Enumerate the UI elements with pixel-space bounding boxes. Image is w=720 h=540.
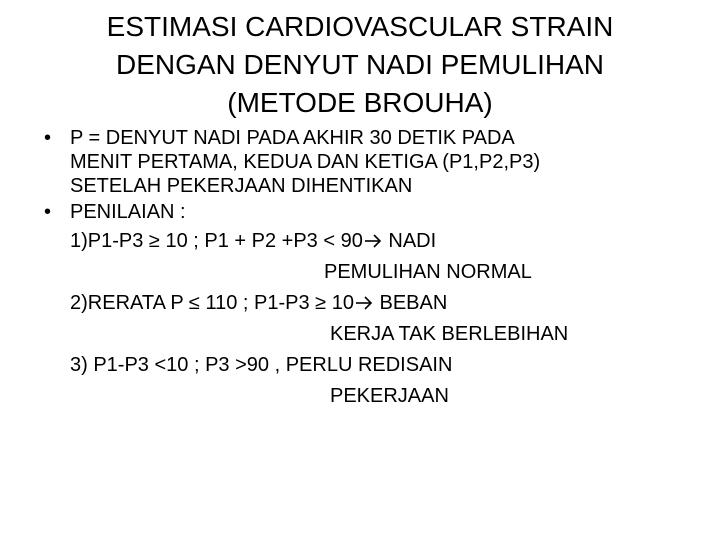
criterion-2-text: 2)RERATA P ≤ 110 ; P1-P3 ≥ 10: [70, 292, 354, 314]
criterion-1-continuation: PEMULIHAN NORMAL: [324, 261, 532, 283]
criterion-2: [70, 288, 720, 319]
bullet-item-definition: [44, 126, 720, 198]
criterion-1: [70, 226, 720, 257]
bullet-marker: •: [44, 127, 52, 149]
bullet-text-line: SETELAH PEKERJAAN DIHENTIKAN: [70, 175, 413, 197]
criterion-3: 3) P1-P3 <10 ; P3 >90 , PERLU REDISAIN: [70, 354, 453, 376]
bullet-text-line: PENILAIAN :: [70, 201, 186, 223]
criteria-list: [0, 226, 720, 412]
slide-body: [0, 126, 720, 412]
slide-title: [40, 8, 680, 122]
title-line-1: ESTIMASI CARDIOVASCULAR STRAIN: [106, 11, 614, 42]
criterion-3-continuation: PEKERJAAN: [330, 385, 449, 407]
bullet-item-assessment: [44, 200, 720, 224]
right-arrow-icon: [355, 288, 373, 319]
title-line-2: DENGAN DENYUT NADI PEMULIHAN: [115, 49, 604, 80]
criterion-1-text: 1)P1-P3 ≥ 10 ; P1 + P2 +P3 < 90: [70, 230, 363, 252]
bullet-text-line: P = DENYUT NADI PADA AKHIR 30 DETIK PADA: [70, 127, 515, 149]
right-arrow-icon: [364, 226, 382, 257]
bullet-text-line: MENIT PERTAMA, KEDUA DAN KETIGA (P1,P2,P3): [70, 151, 541, 173]
bullet-marker: •: [44, 201, 52, 223]
criterion-2-result: BEBAN: [373, 292, 448, 314]
title-line-3: (METODE BROUHA): [227, 87, 493, 118]
criterion-1-result: NADI: [382, 230, 437, 252]
criterion-2-continuation: KERJA TAK BERLEBIHAN: [330, 323, 569, 345]
